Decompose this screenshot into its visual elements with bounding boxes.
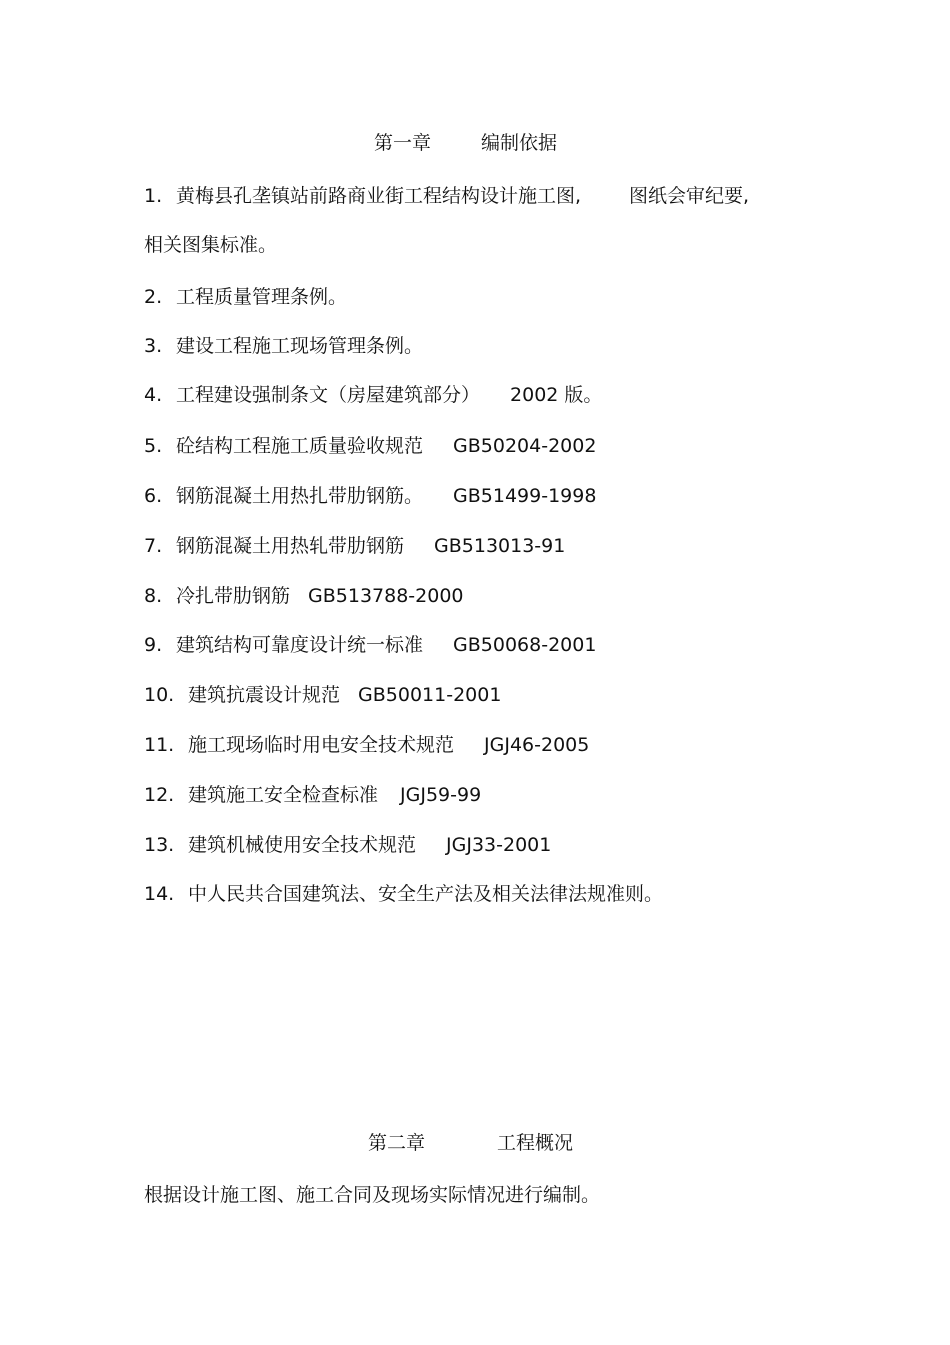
- list-item: [144, 531, 565, 558]
- item-text: 建筑抗震设计规范: [188, 684, 341, 706]
- item-number: 3.: [144, 335, 163, 357]
- list-item: [144, 181, 749, 208]
- item-number: 2.: [144, 286, 163, 308]
- list-item: [144, 879, 663, 906]
- item-text: 中人民共合国建筑法、安全生产法及相关法律法规准则。: [188, 883, 664, 905]
- item-number: 11.: [144, 734, 175, 756]
- chapter-2-label: 第二章: [368, 1132, 426, 1154]
- item-number: 6.: [144, 485, 163, 507]
- item-text: 钢筋混凝土用热轧带肋钢筋: [176, 535, 405, 557]
- item-number: 8.: [144, 585, 163, 607]
- list-item: [144, 730, 589, 757]
- item-number: 1.: [144, 185, 163, 207]
- list-item: [144, 780, 481, 807]
- list-item: [144, 481, 596, 508]
- item-text: 建筑机械使用安全技术规范: [188, 834, 417, 856]
- item-number: 7.: [144, 535, 163, 557]
- item-code: GB50204-2002: [453, 435, 597, 457]
- item-code: JGJ59-99: [400, 784, 482, 806]
- item-text: 黄梅县孔垄镇站前路商业街工程结构设计施工图,: [176, 185, 582, 207]
- item-code: 2002 版。: [510, 384, 603, 406]
- chapter-1-title: 编制依据: [481, 132, 558, 154]
- chapter-2-heading: [368, 1128, 573, 1155]
- item-text: 建筑结构可靠度设计统一标准: [176, 634, 424, 656]
- item-text: 建筑施工安全检查标准: [188, 784, 379, 806]
- item-text: 工程质量管理条例。: [176, 286, 348, 308]
- item-text: 建设工程施工现场管理条例。: [176, 335, 424, 357]
- list-item: [144, 431, 596, 458]
- item-code: JGJ33-2001: [446, 834, 552, 856]
- list-item: [144, 282, 347, 309]
- chapter-2-title: 工程概况: [497, 1132, 574, 1154]
- list-item: [144, 331, 423, 358]
- list-item: [144, 380, 602, 407]
- chapter-1-label: 第一章: [374, 132, 432, 154]
- chapter-2-body: 根据设计施工图、施工合同及现场实际情况进行编制。: [144, 1184, 601, 1206]
- list-item-continuation: [144, 230, 277, 257]
- item-number: 5.: [144, 435, 163, 457]
- item-number: 4.: [144, 384, 163, 406]
- item-code: GB513788-2000: [308, 585, 464, 607]
- list-item: [144, 581, 464, 608]
- item-code: JGJ46-2005: [484, 734, 590, 756]
- item-number: 14.: [144, 883, 175, 905]
- list-item: [144, 680, 501, 707]
- chapter-1-heading: [374, 128, 557, 155]
- item-text: 工程建设强制条文（房屋建筑部分）: [176, 384, 481, 406]
- item-number: 10.: [144, 684, 175, 706]
- item-number: 12.: [144, 784, 175, 806]
- list-item: [144, 830, 551, 857]
- item-text: 砼结构工程施工质量验收规范: [176, 435, 424, 457]
- list-item: [144, 630, 596, 657]
- item-text: 施工现场临时用电安全技术规范: [188, 734, 455, 756]
- item-code: GB51499-1998: [453, 485, 597, 507]
- item-number: 13.: [144, 834, 175, 856]
- item-extra: 图纸会审纪要,: [629, 185, 750, 207]
- item-code: GB513013-91: [434, 535, 566, 557]
- item-text: 冷扎带肋钢筋: [176, 585, 291, 607]
- item-text-continued: 相关图集标准。: [144, 234, 278, 256]
- item-text: 钢筋混凝土用热扎带肋钢筋。: [176, 485, 424, 507]
- item-code: GB50011-2001: [358, 684, 502, 706]
- item-code: GB50068-2001: [453, 634, 597, 656]
- item-number: 9.: [144, 634, 163, 656]
